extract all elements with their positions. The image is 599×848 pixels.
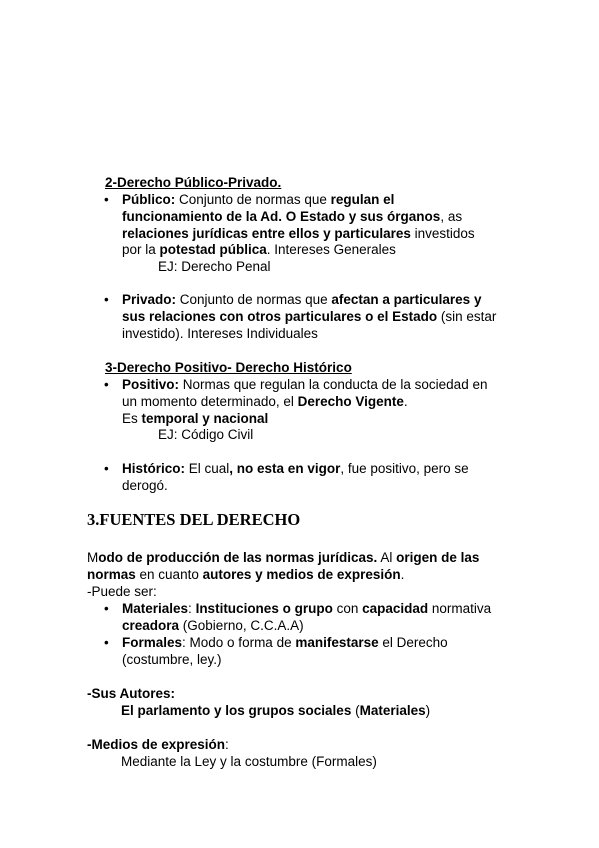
medios-line: Mediante la Ley y la costumbre (Formales) bbox=[121, 753, 377, 769]
bullet-positivo: • Positivo: Normas que regulan la conducta de la sociedad en un momento determinado, el Derecho Vigente. Es temporal y nacional EJ: Código Civil bbox=[122, 377, 542, 444]
bullet-dot: • bbox=[104, 461, 109, 476]
bullet-dot: • bbox=[104, 292, 109, 307]
medios-block: -Medios de expresión: Mediante la Ley y la costumbre (Formales) bbox=[87, 737, 527, 771]
autores-block: -Sus Autores: El parlamento y los grupos sociales (Materiales) bbox=[87, 686, 431, 718]
section-title-positivo-historico: 3-Derecho Positivo- Derecho Histórico bbox=[105, 360, 352, 375]
bullet-dot: • bbox=[104, 601, 109, 616]
bullet-privado: • Privado: Conjunto de normas que afectan a particulares y sus relaciones con otros particulares o el Estado (sin estar investido). Intereses Individuales bbox=[104, 292, 497, 341]
bullet-materiales: • Materiales: Instituciones o grupo con capacidad normativa creadora (Gobierno, C.C.A.A) bbox=[104, 601, 492, 633]
fuentes-intro: Modo de producción de las normas jurídicas. Al origen de las normas en cuanto autores y medios de expresión. -Puede ser: bbox=[87, 550, 527, 600]
bullet-dot: • bbox=[104, 377, 109, 392]
autores-title: -Sus Autores: bbox=[87, 686, 176, 701]
section-title-publico-privado: 2-Derecho Público-Privado. bbox=[105, 175, 282, 190]
medios-title: -Medios de expresión bbox=[87, 737, 226, 752]
section-title-fuentes: 3.FUENTES DEL DERECHO bbox=[87, 510, 301, 529]
bullet-historico: • Histórico: El cual, no esta en vigor, fue positivo, pero se derogó. bbox=[104, 461, 469, 493]
bullet-dot: • bbox=[104, 192, 109, 207]
bullet-formales: • Formales: Modo o forma de manifestarse el Derecho (costumbre, ley.) bbox=[104, 635, 448, 667]
example-derecho-penal: EJ: Derecho Penal bbox=[158, 259, 271, 275]
puede-ser: -Puede ser: bbox=[87, 583, 157, 599]
bullet-publico: • Público: Conjunto de normas que regulan el funcionamiento de la Ad. O Estado y sus órganos, as relaciones jurídicas entre ellos y particulares investidos por la potestad pública. Intereses Generales EJ: Derecho Penal bbox=[122, 192, 542, 276]
bullet-dot: • bbox=[104, 635, 109, 650]
example-codigo-civil: EJ: Código Civil bbox=[158, 427, 254, 443]
